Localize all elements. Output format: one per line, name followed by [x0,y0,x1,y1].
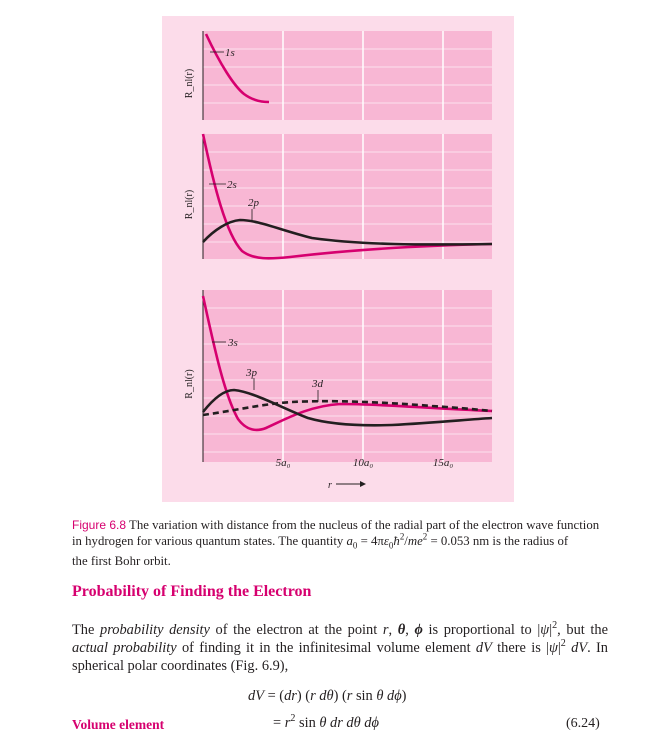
radial-wavefunction-figure [162,16,514,502]
caption-line-1: The variation with distance from the nucleus of the radial part of the electron wave function [126,518,600,532]
figure-label: Figure 6.8 [72,518,127,532]
equation-number: (6.24) [566,716,600,731]
label-3p: 3p [246,367,257,379]
x-tick-label: 5a₀ [275,457,291,469]
x-axis-label: r [328,480,332,491]
equation-line-2: = $r^2$ sin θ dr dθ dϕ [273,713,379,731]
label-3d: 3d [312,378,323,390]
caption-line-3: the first Bohr orbit. [72,553,171,568]
label-2p: 2p [248,197,259,209]
x-tick-label: 15a₀ [432,457,454,469]
plot-area-2 [203,134,492,259]
x-axis-arrowhead [360,481,366,487]
x-tick-label: 10a₀ [352,457,374,469]
label-1s: 1s [225,47,235,59]
label-3s: 3s [228,337,238,349]
body-paragraph: The probability density of the electron at the point r, θ, ϕ is proportional to $|\psi|^2$, but the actual probability of finding it in the infinitesimal volume element dV there is $|\psi|^2$ dV. In spherical polar coordinates (Fig. 6.9), [72,620,608,674]
y-axis-label-1: R_nl(r) [184,68,195,99]
y-axis-label-3: R_nl(r) [184,369,195,399]
caption-line-2: in hydrogen for various quantum states. The quantity [72,533,344,548]
equation-line-1: dV = (dr) (r dθ) (r sin θ dϕ) [248,688,407,704]
plot-area-1 [203,31,492,120]
figure-caption: Figure 6.8 The variation with distance from the nucleus of the radial part of the electron wave function in hydrogen for various quantum states. The quantity $a_0$ = $4\pi\varepsilon_0ħ^2/me^2 = 0.053$ nm is the radius of the first Bohr orbit. [72,518,600,568]
label-2s: 2s [227,179,237,191]
figure-panel [162,16,514,502]
section-heading: Probability of Finding the Electron [72,583,312,600]
y-axis-label-2: R_nl(r) [184,189,195,220]
margin-label: Volume element [72,717,165,732]
